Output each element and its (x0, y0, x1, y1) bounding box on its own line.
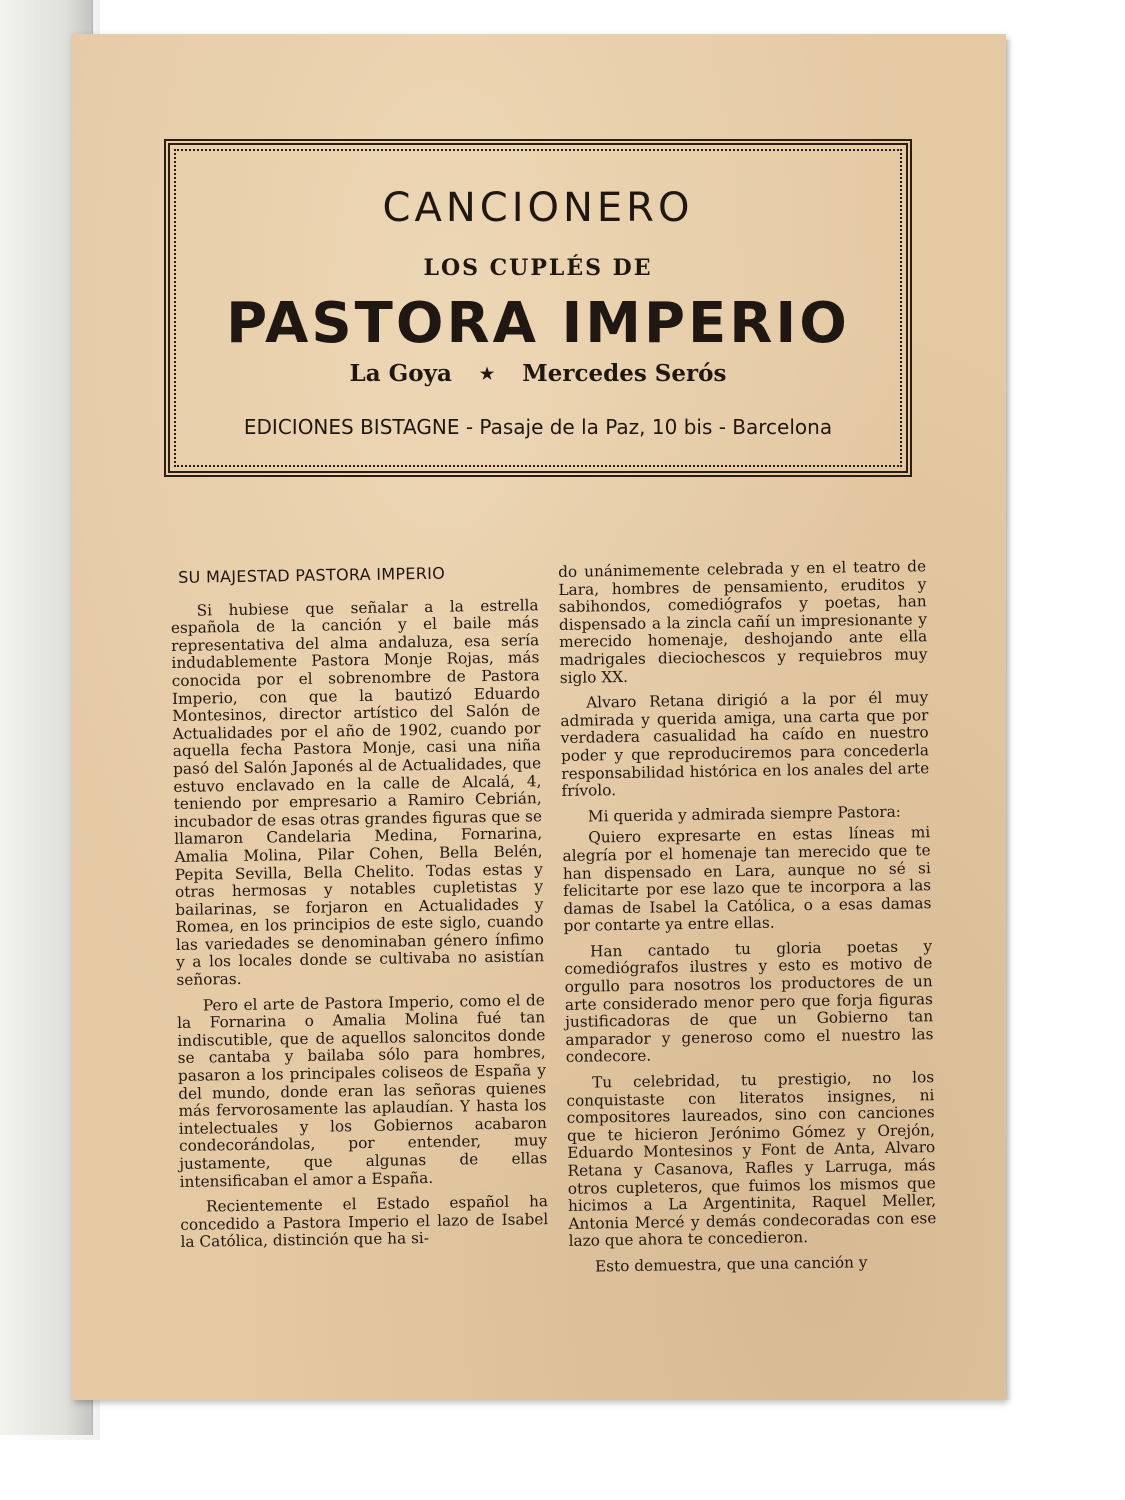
title-frame (164, 139, 912, 477)
article-heading: SU MAJESTAD PASTORA IMPERIO (177, 563, 446, 587)
cuples-subheading: LOS CUPLÉS DE (423, 255, 653, 281)
artist-mercedes-seros: Mercedes Serós (522, 360, 727, 387)
article-column-left (170, 563, 549, 1260)
publisher-line: EDICIONES BISTAGNE - Pasaje de la Paz, 10 bis - Barcelona (243, 415, 833, 439)
main-title: PASTORA IMPERIO (226, 291, 850, 356)
cancionero-heading: CANCIONERO (382, 185, 694, 231)
artists-line (170, 360, 906, 387)
booklet-page (72, 34, 1006, 1400)
article-paragraph: do unánimemente celebrada y en el teatro de Lara, hombres de pensamiento, eruditos y sabihondos, comediógrafos y poetas, han dispensado a la zincla cañí un impresionante y merecido homenaje, deshojando ante ella madrigales dieciochescos y requiebros muy siglo XX. (557, 557, 928, 687)
article-paragraph: Alvaro Retana dirigió a la por él muy admirada y querida amiga, una carta que por verdadera casualidad ha caído en nuestro poder y que reproduciremos para concederla responsabilidad histórica en los anales del arte frívolo. (560, 688, 930, 801)
artist-la-goya: La Goya (349, 360, 452, 387)
letter-paragraph: Quiero expresarte en estas líneas mi alegría por el homenaje tan merecido que te han dispensado en Lara, aunque no sé si felicitarte por ese lazo que te incorpora a las damas de Isabel la Católica, o a esas damas por contarte ya entre ellas. (562, 823, 932, 936)
letter-paragraph: Han cantado tu gloria poetas y comediógrafos ilustres y esto es motivo de orgullo para nosotros los productores de un arte considerado menor pero que forja figuras justificadoras de que un Gobierno tan amparador y generoso como el nuestro las condecore. (564, 937, 934, 1067)
article-paragraph: Pero el arte de Pastora Imperio, como el de la Fornarina o Amalia Molina fué tan indiscutible, que de aquellos saloncitos donde se cantaba y bailaba sólo para hombres, pasaron a los principales coliseos de España y del mundo, donde eran las señoras quienes más fervorosamente las aplaudían. Y hasta los intelectuales y los Gobiernos acabaron condecorándolas, por entender, muy justamente, que algunas de ellas intensificaban el amor a España. (176, 990, 548, 1191)
letter-paragraph: Esto demuestra, que una canción y (594, 1253, 868, 1276)
article-paragraph: Si hubiese que señalar a la estrella española de la canción y el baile más representativa del alma andaluza, esa sería indudablemente Pastora Monje Rojas, más conocida por el sobrenombre de Pastora Imperio, con que la bautizó Eduardo Montesinos, director artístico del Salón de Actualidades por el año de 1902, cuando por aquella fecha Pastora Monje, casi una niña pasó del Salón Japonés al de Actualidades, que estuvo enclavado en la calle de Alcalá, 4, teniendo por empresario a Ramiro Cebrián, incubador de esas otras grandes figuras que se llamaron Candelaria Medina, Fornarina, Amalia Molina, Pilar Cohen, Bella Belén, Pepita Sevilla, Bella Chelito. Todas estas y otras hermosas y notables cupletistas y bailarinas, se forjaron en Actualidades y Romea, en los principios de este siglo, cuando las variedades se denominaban género ínfimo y a los locales donde se cultivaba no asistían señoras. (170, 595, 545, 990)
star-icon: ★ (479, 364, 495, 383)
letter-paragraph: Tu celebridad, tu prestigio, no los conquistaste con literatos insignes, ni compositores laureados, sino con canciones que te hicieron Jerónimo Gómez y Orejón, Eduardo Montesinos y Font de Anta, Alvaro Retana y Casanova, Rafles y Larruga, más otros cupleteros, que fuimos los mismos que hicimos a La Argentinita, Raquel Meller, Antonia Mercé y demás condecoradas con ese lazo que ahora te concedieron. (566, 1068, 937, 1251)
letter-salutation: Mi querida y admirada siempre Pastora: (587, 802, 902, 826)
article-column-right (558, 558, 937, 1284)
article-paragraph: Recientemente el Estado español ha concedido a Pastora Imperio el lazo de Isabel la Católica, distinción que ha si- (180, 1192, 549, 1252)
